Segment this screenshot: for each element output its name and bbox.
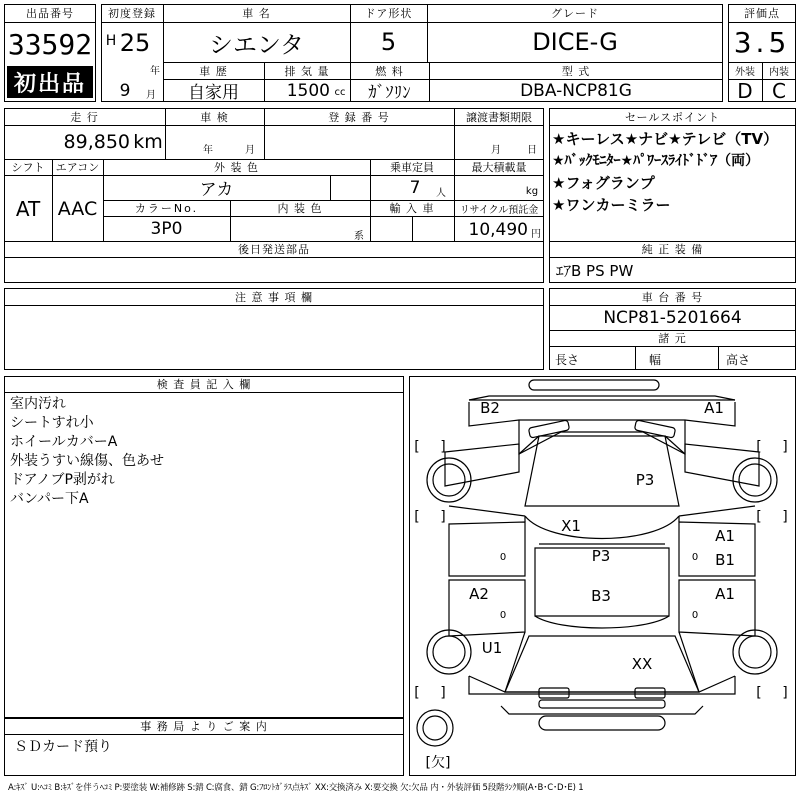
sales-point-line: ★フォグランプ xyxy=(552,174,655,192)
color-no-value: 3P0 xyxy=(150,219,183,239)
grade-value: DICE-G xyxy=(532,28,618,56)
first-reg-month: 9 xyxy=(119,81,131,101)
damage-mark: A1 xyxy=(715,527,735,545)
office-label: 事 務 局 よ り ご 案 内 xyxy=(140,720,268,733)
legend-text: A:ｷｽﾞ U:ﾍｺﾐ B:ｷｽﾞを伴うﾍｺﾐ P:要塗装 W:補修跡 S:錆 C:腐食、錆 G:ﾌﾛﾝﾄｶﾞﾗｽ点ｷｽﾞ XX:交換済み X:要交換 欠:欠品 内・外装評価 5段階ﾗﾝｸ順(A･B･C･D･E) 1 xyxy=(8,783,584,793)
office-value: ＳＤカード預り xyxy=(14,739,112,755)
spare-missing-label: [欠] xyxy=(425,755,451,771)
chassis-value: NCP81-5201664 xyxy=(603,307,742,328)
exterior-label: 外装 xyxy=(735,67,755,78)
ac-value: AAC xyxy=(57,197,98,220)
damage-mark: P3 xyxy=(635,471,655,489)
recycle-label: リサイクル預託金 xyxy=(459,204,539,216)
year-unit: 年 xyxy=(150,65,160,76)
inspector-label: 検 査 員 記 入 欄 xyxy=(156,378,252,391)
int-color-unit: 系 xyxy=(354,230,364,242)
length-label: 長さ xyxy=(555,352,580,367)
capacity-label: 乗車定員 xyxy=(390,161,434,174)
import-label: 輸 入 車 xyxy=(389,202,435,215)
capacity-unit: 人 xyxy=(436,187,446,199)
bracket-mid-left-close: ] xyxy=(440,509,446,525)
era-prefix: H xyxy=(105,33,117,49)
damage-mark: B3 xyxy=(591,587,611,605)
mileage-label: 走 行 xyxy=(70,110,99,124)
hood-outline xyxy=(469,402,735,426)
door-handle-mark: 0 xyxy=(691,609,699,621)
door-label: ドア形状 xyxy=(364,7,413,20)
recycle-unit: 円 xyxy=(531,228,541,240)
caution-label: 注 意 事 項 欄 xyxy=(235,290,313,304)
first-listing-badge: 初出品 xyxy=(7,66,93,98)
rear-bumper xyxy=(539,688,569,698)
model-label: 型 式 xyxy=(561,64,591,78)
damage-mark: U1 xyxy=(481,639,503,657)
front-bumper xyxy=(529,380,659,390)
ext-color-value: アカ xyxy=(199,180,234,200)
bracket-rear-left-open: [ xyxy=(414,685,420,701)
door-value: 5 xyxy=(380,28,397,56)
damage-mark: B2 xyxy=(480,399,500,417)
car-name: シエンタ xyxy=(208,30,305,59)
bracket-mid-left-open: [ xyxy=(414,509,420,525)
fuel-label: 燃 料 xyxy=(375,64,404,78)
inspection-month-unit: 月 xyxy=(245,144,255,156)
displacement-value: 1500 xyxy=(286,80,330,101)
bracket-mid-right-close: ] xyxy=(782,509,788,525)
reg-no-label: 登 録 番 号 xyxy=(328,110,390,124)
inspection-label: 車 検 xyxy=(200,110,229,124)
car-name-label: 車 名 xyxy=(242,7,271,20)
month-unit: 月 xyxy=(146,89,156,101)
mileage-unit: km xyxy=(133,131,163,153)
damage-mark: XX xyxy=(631,655,653,673)
damage-mark: A1 xyxy=(715,585,735,603)
inspector-note: 室内汚れ xyxy=(10,396,66,412)
history-label: 車 歴 xyxy=(199,64,228,78)
inspector-note: 外装うすい線傷、色あせ xyxy=(10,453,164,469)
dimensions-label: 諸 元 xyxy=(658,332,687,345)
load-unit: kg xyxy=(525,185,539,197)
equipment-value: ｴｱB PS PW xyxy=(556,261,634,280)
later-parts-label: 後日発送部品 xyxy=(238,243,310,256)
shift-value: AT xyxy=(15,196,41,221)
rating-label: 評価点 xyxy=(744,7,780,20)
equipment-label: 純 正 装 備 xyxy=(641,243,704,256)
capacity-value: 7 xyxy=(409,177,421,198)
sales-point-line: ★ﾊﾞｯｸﾓﾆﾀｰ★ﾊﾟﾜｰｽﾗｲﾄﾞﾄﾞｱ（両） xyxy=(552,153,760,169)
door-handle-mark: 0 xyxy=(499,551,507,563)
width-label: 幅 xyxy=(649,352,662,367)
bracket-rear-right-open: [ xyxy=(756,685,762,701)
inspector-note: バンパー下A xyxy=(10,491,89,507)
lot-number-label: 出品番号 xyxy=(26,7,74,20)
bracket-rear-right-close: ] xyxy=(782,685,788,701)
ac-label: エアコン xyxy=(55,161,100,174)
exterior-value: D xyxy=(737,79,753,102)
interior-value: C xyxy=(772,79,786,102)
displacement-label: 排 気 量 xyxy=(284,64,330,78)
first-reg-label: 初度登録 xyxy=(108,7,156,20)
recycle-value: 10,490 xyxy=(468,220,528,240)
transfer-label: 譲渡書類期限 xyxy=(466,110,532,124)
door-front-left xyxy=(449,522,525,576)
color-no-label: カラーNo. xyxy=(134,202,199,215)
damage-mark: A1 xyxy=(704,399,724,417)
damage-mark: A2 xyxy=(469,585,489,603)
door-handle-mark: 0 xyxy=(691,551,699,563)
front-edge xyxy=(469,396,735,400)
cabin-outline xyxy=(525,516,679,539)
era-year: 25 xyxy=(119,29,151,57)
rating-value: 3.5 xyxy=(733,25,791,59)
transfer-day-unit: 日 xyxy=(527,144,537,156)
inspection-year-unit: 年 xyxy=(203,144,213,156)
sales-points-label: セールスポイント xyxy=(624,110,720,124)
wheel-front-left xyxy=(427,458,471,502)
shift-label: シフト xyxy=(11,161,45,174)
fuel-value: ｶﾞｿﾘﾝ xyxy=(368,83,411,102)
bracket-front-left-close: ] xyxy=(440,439,446,455)
door-handle-mark: 0 xyxy=(499,609,507,621)
height-label: 高さ xyxy=(726,352,751,367)
grade-label: グレード xyxy=(551,7,599,20)
bracket-mid-right-open: [ xyxy=(756,509,762,525)
bracket-front-right-close: ] xyxy=(782,439,788,455)
ext-color-label: 外 装 色 xyxy=(214,161,259,174)
inspector-notes xyxy=(10,395,400,509)
transfer-month-unit: 月 xyxy=(491,144,501,156)
displacement-unit: cc xyxy=(334,87,346,98)
sales-point-line: ★キーレス★ナビ★テレビ（TV） xyxy=(552,130,779,148)
load-label: 最大積載量 xyxy=(471,161,527,174)
model-value: DBA-NCP81G xyxy=(520,80,632,101)
bracket-front-right-open: [ xyxy=(756,439,762,455)
sales-points-list xyxy=(552,128,794,216)
damage-mark: B1 xyxy=(715,551,735,569)
bracket-front-left-open: [ xyxy=(414,439,420,455)
inspector-note: ドアノブP剥がれ xyxy=(10,472,115,488)
damage-mark: P3 xyxy=(591,547,611,565)
inspector-note: シートすれ小 xyxy=(10,415,94,431)
interior-label: 内装 xyxy=(769,67,789,78)
lot-number: 33592 xyxy=(7,27,93,61)
history-value: 自家用 xyxy=(188,83,239,102)
sales-point-line: ★ワンカーミラー xyxy=(552,196,671,214)
inspector-note: ホイールカバーA xyxy=(10,434,118,450)
mileage-value: 89,850 xyxy=(63,131,130,153)
int-color-label: 内 装 色 xyxy=(277,202,323,215)
rear-window xyxy=(505,636,699,692)
damage-diagram xyxy=(409,376,796,776)
bracket-rear-left-close: ] xyxy=(440,685,446,701)
chassis-label: 車 台 番 号 xyxy=(641,290,704,304)
damage-mark: X1 xyxy=(561,517,581,535)
